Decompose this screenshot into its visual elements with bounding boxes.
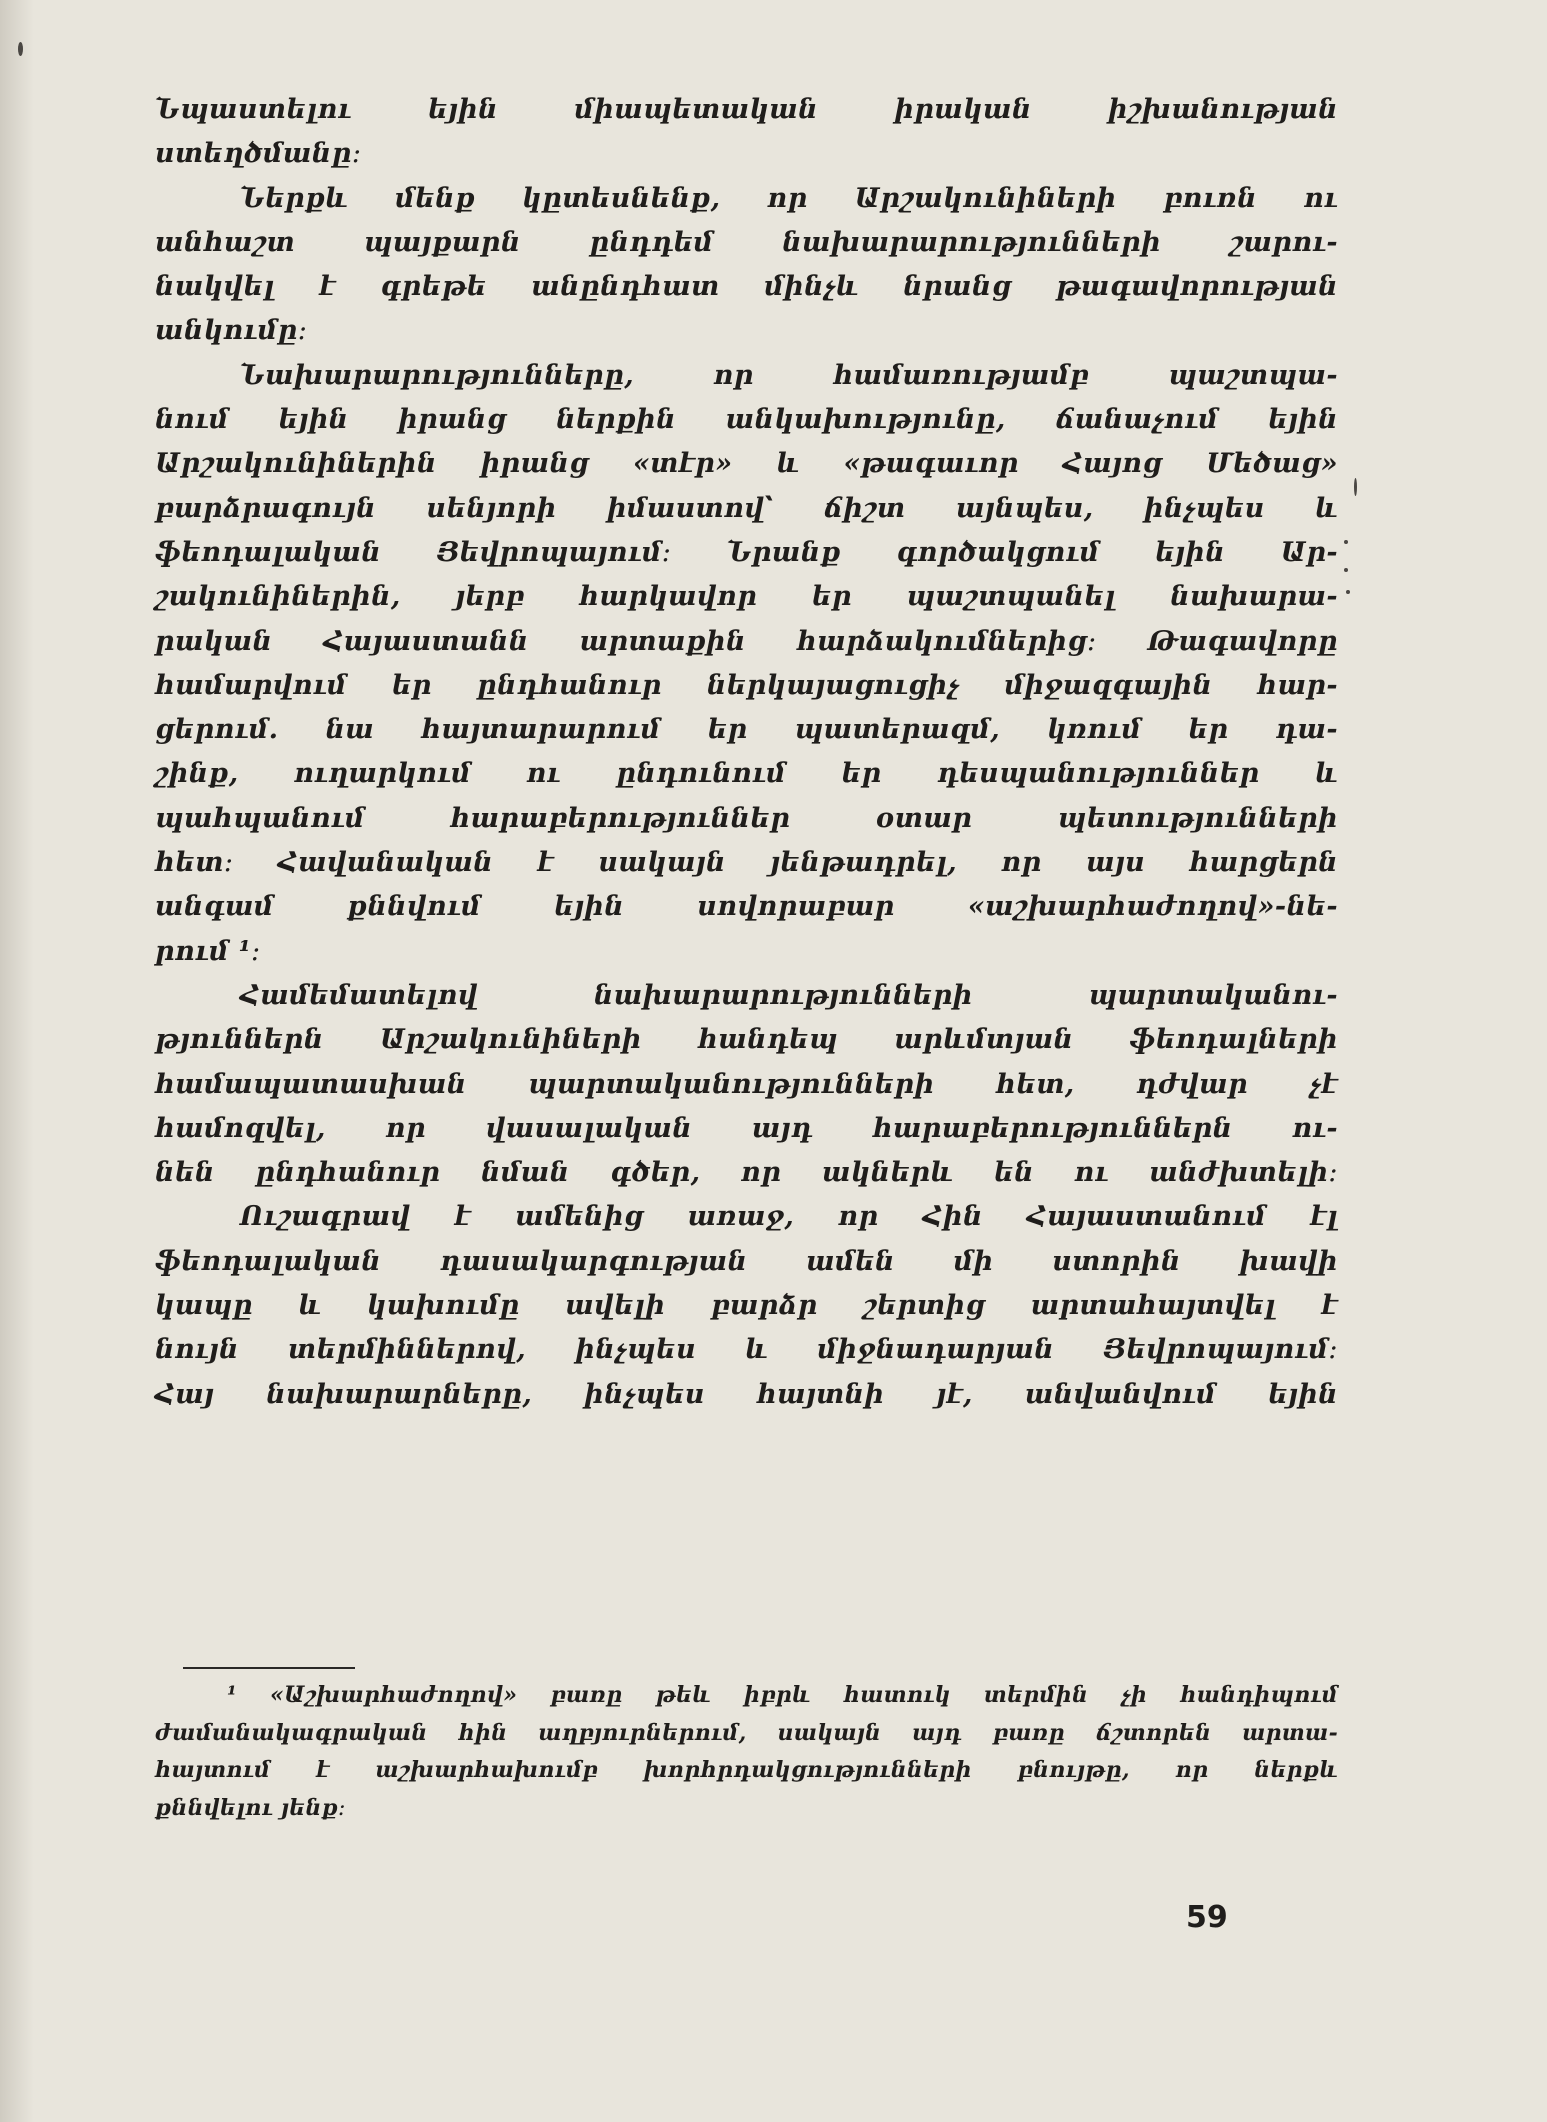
text-line: անկումը։ — [155, 315, 308, 347]
footnote-line: ժամանակագրական հին աղբյուրներում, սակայն այդ բառը ճշտորեն արտա- — [155, 1719, 1338, 1746]
text-line: անգամ քննվում եյին սովորաբար «աշխարհաժողով»-նե- — [155, 891, 1338, 923]
footnote-line: ¹ «Աշխարհաժողով» բառը թեև իբրև հատուկ տերմին չի հանդիպում — [227, 1682, 1338, 1708]
text-line: նում եյին իրանց ներքին անկախությունը, ճանաչում եյին — [155, 404, 1338, 436]
text-line: հետ։ Հավանական է սակայն յենթադրել, որ այս հարցերն — [155, 847, 1338, 879]
text-line: ֆեոդալական Յեվրոպայում։ Նրանք գործակցում եյին Ար- — [155, 536, 1338, 568]
text-line: ցերում․ նա հայտարարում եր պատերազմ, կռում եր դա- — [155, 714, 1338, 746]
margin-speck — [1346, 590, 1350, 594]
text-line: Ներքև մենք կըտեսնենք, որ Արշակունիների բուռն ու — [240, 182, 1338, 214]
text-line: րում ¹։ — [155, 935, 261, 967]
footnote-divider — [183, 1667, 355, 1669]
text-line: Ուշագրավ է ամենից առաջ, որ Հին Հայաստանում էլ — [240, 1201, 1338, 1233]
text-line: անհաշտ պայքարն ընդդեմ նախարարությունների շարու- — [155, 226, 1338, 258]
footnote-line: քննվելու յենք։ — [155, 1794, 346, 1821]
margin-speck — [1344, 540, 1348, 544]
margin-speck — [1344, 568, 1348, 572]
margin-speck — [1354, 478, 1357, 496]
text-line: Նախարարությունները, որ համառությամբ պաշտպա- — [240, 359, 1338, 391]
footnote-line: հայտում է աշխարհախումբ խորհրդակցությունների բնույթը, որ ներքև — [155, 1757, 1338, 1783]
page-gutter-shadow — [0, 0, 34, 2122]
text-line: շակունիներին, յերբ հարկավոր եր պաշտպանել նախարա- — [155, 581, 1338, 613]
text-line: շինք, ուղարկում ու ընդունում եր դեսպանություններ և — [155, 758, 1338, 790]
text-line: նույն տերմիններով, ինչպես և միջնադարյան Յեվրոպայում։ — [155, 1334, 1338, 1366]
text-line: համապատասխան պարտականությունների հետ, դժվար չէ — [155, 1068, 1338, 1100]
text-line: նակվել է գրեթե անընդհատ մինչև նրանց թագավորության — [155, 271, 1338, 303]
text-line: կապը և կախումը ավելի բարձր շերտից արտահայտվել է — [155, 1290, 1338, 1322]
text-line: համոզվել, որ վասալական այդ հարաբերություններն ու- — [155, 1112, 1338, 1144]
text-line: րական Հայաստանն արտաքին հարձակումներից։ Թագավորը — [155, 625, 1338, 657]
text-line: Արշակունիներին իրանց «տէր» և «թագաւոր Հայոց Մեծաց» — [155, 448, 1338, 480]
text-line: Համեմատելով նախարարությունների պարտականու- — [240, 979, 1338, 1011]
text-line: Նպաստելու եյին միապետական իրական իշխանության — [155, 94, 1338, 125]
text-line: ֆեոդալական դասակարգության ամեն մի ստորին խավի — [155, 1245, 1338, 1277]
text-line: համարվում եր ընդհանուր ներկայացուցիչ միջազգային հար- — [155, 669, 1338, 701]
footnote — [155, 1677, 1338, 1827]
text-line: թյուններն Արշակունիների հանդեպ արևմտյան ֆեոդալների — [155, 1024, 1338, 1056]
text-line: Հայ նախարարները, ինչպես հայտնի յէ, անվանվում եյին — [155, 1378, 1338, 1410]
page-number: 59 — [1186, 1900, 1228, 1935]
text-line: բարձրագույն սենյորի իմաստով՝ ճիշտ այնպես, ինչպես և — [155, 492, 1338, 524]
text-line: ստեղծմանը։ — [155, 138, 362, 170]
body-text — [155, 88, 1338, 1417]
text-line: պահպանում հարաբերություններ օտար պետությունների — [155, 802, 1338, 834]
text-line: նեն ընդհանուր նման գծեր, որ ակներև են ու անժխտելի։ — [155, 1157, 1338, 1189]
margin-speck — [18, 42, 23, 56]
